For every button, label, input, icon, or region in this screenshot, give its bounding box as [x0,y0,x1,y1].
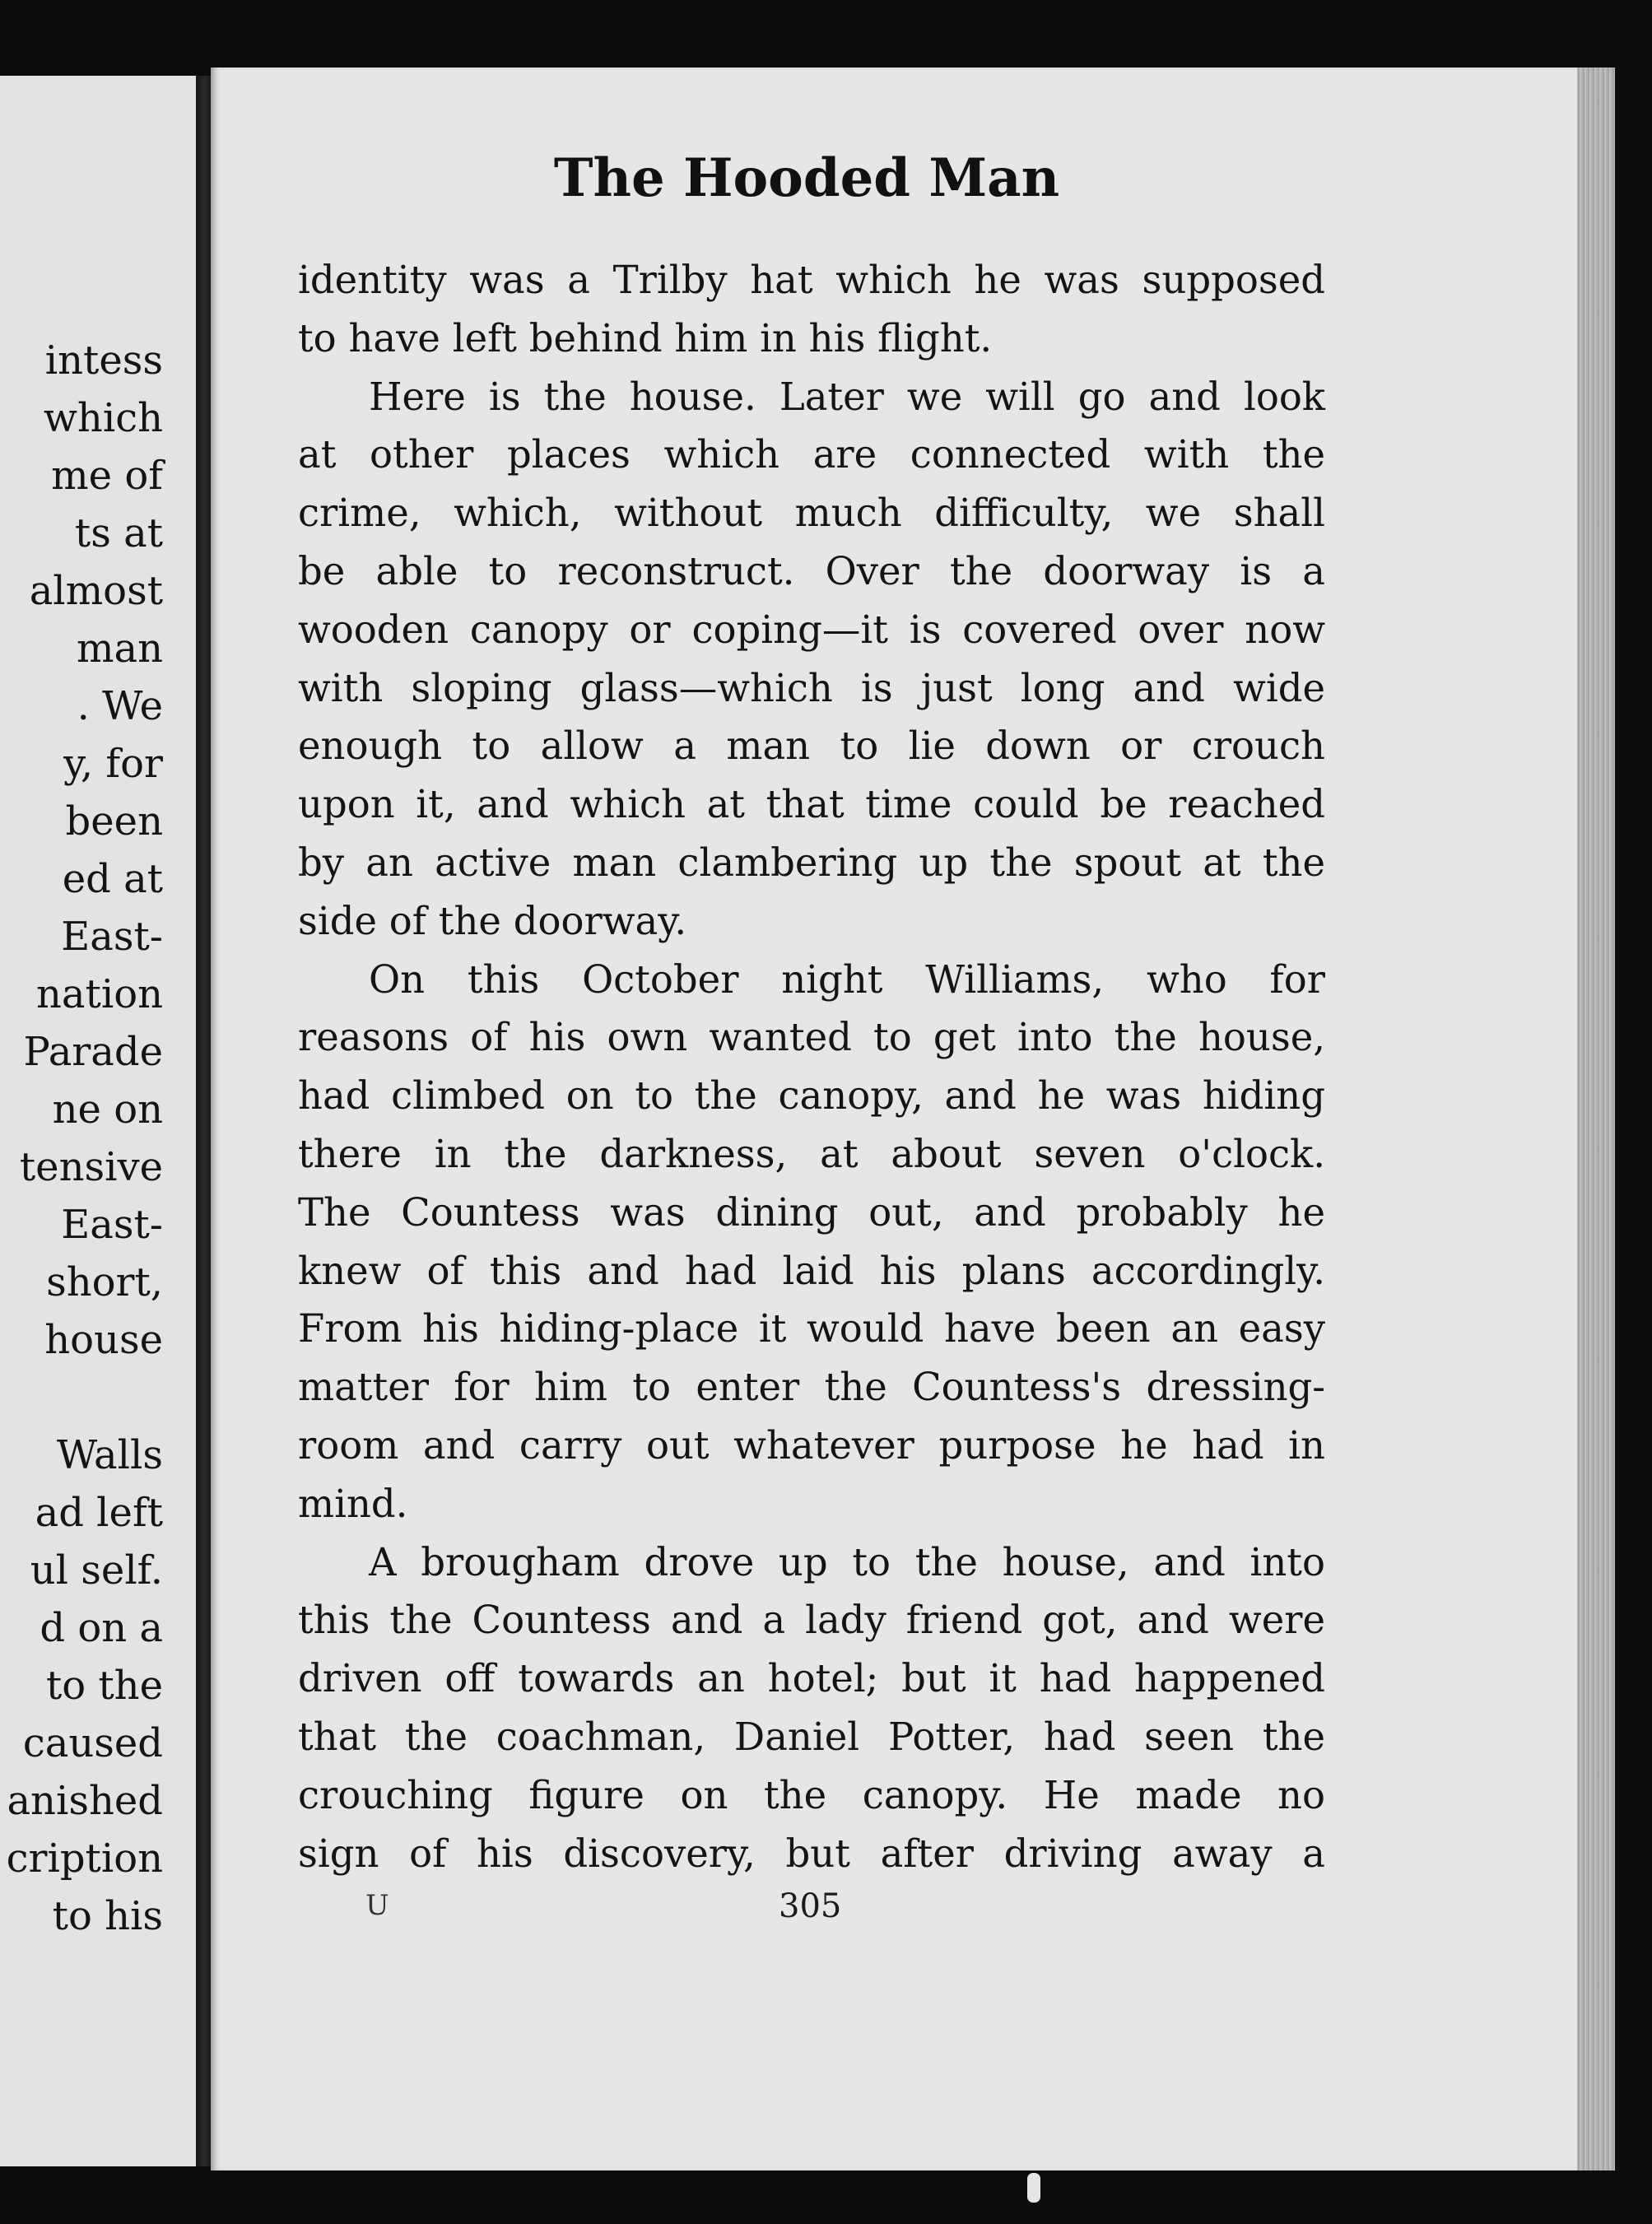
left-page-fragment: y, for [63,741,163,787]
text-line: A brougham drove up to the house, and into [369,1539,1325,1584]
text-line: crime, which, without much difficulty, we shall [298,491,1325,536]
text-line: mind. [298,1481,408,1526]
left-page-fragment: short, [46,1259,163,1305]
left-page-fragment: d on a [40,1605,163,1651]
left-page-fragment: ts at [74,510,163,556]
text-line: this the Countess and a lady friend got, and were [298,1598,1325,1643]
left-page-fragment: caused [22,1720,163,1766]
page-edges [1577,67,1615,2170]
text-line: room and carry out whatever purpose he had in [298,1422,1325,1468]
text-line: had climbed on to the canopy, and he was hiding [298,1073,1325,1119]
signature-mark: U [365,1889,389,1922]
text-line: matter for him to enter the Countess's dressing- [298,1365,1325,1410]
left-page-fragment: ed at [62,856,163,902]
text-line: identity was a Trilby hat which he was supposed [298,258,1325,302]
text-line: with sloping glass—which is just long and wide [298,665,1325,710]
left-page-fragment: Parade [23,1029,163,1075]
left-page-fragment: East- [61,1202,163,1248]
running-title: The Hooded Man [553,147,1060,209]
left-page-fragment: tensive [19,1144,163,1190]
text-line: reasons of his own wanted to get into the house, [298,1015,1325,1060]
left-page-fragment: nation [36,971,163,1017]
body-text [298,251,1325,1882]
left-page-fragment: anished [7,1778,163,1824]
left-page-fragment: intess [44,337,163,384]
text-line: that the coachman, Daniel Potter, had seen the [298,1714,1325,1759]
text-line: crouching figure on the canopy. He made no [298,1772,1325,1817]
book-gutter [196,76,211,2166]
page-number: 305 [779,1887,842,1925]
text-line: From his hiding-place it would have been an easy [298,1306,1325,1352]
left-page-fragment: man [76,626,163,672]
left-page-fragment: to his [52,1893,163,1939]
text-line: wooden canopy or coping—it is covered over now [298,607,1325,652]
left-page-fragment: East- [61,914,163,960]
text-line: sign of his discovery, but after driving away a [298,1831,1325,1876]
text-line: at other places which are connected with the [298,432,1325,477]
left-page-fragment: almost [29,568,163,614]
text-line: Here is the house. Later we will go and look [369,374,1325,419]
left-page-fragment: ad left [35,1490,163,1536]
scan-artifact [1027,2173,1040,2203]
text-line: to have left behind him in his flight. [298,315,993,361]
text-line: knew of this and had laid his plans accordingly. [298,1248,1325,1293]
text-line: driven off towards an hotel; but it had happened [298,1656,1325,1701]
text-line: upon it, and which at that time could be reached [298,782,1325,827]
left-page-fragment: been [65,798,163,844]
text-line: The Countess was dining out, and probably he [298,1189,1325,1235]
text-line: enough to allow a man to lie down or crouch [298,723,1325,769]
left-page-fragment: . We [77,683,163,729]
left-page-fragment: ul self. [30,1547,163,1594]
left-page-fragment: me of [51,453,163,499]
left-page [0,76,196,2166]
left-page-fragment: to the [45,1663,163,1709]
left-page-fragment: which [43,395,163,441]
text-line: there in the darkness, at about seven o'clock. [298,1131,1325,1176]
text-line: by an active man clambering up the spout at the [298,840,1325,885]
left-page-fragment: house [44,1317,163,1363]
left-page-fragment: ne on [52,1086,163,1133]
text-line: be able to reconstruct. Over the doorway is a [298,548,1325,593]
left-page-fragment: Walls [56,1432,163,1478]
text-line: side of the doorway. [298,898,687,943]
left-page-fragment: cription [6,1835,163,1882]
text-line: On this October night Williams, who for [369,956,1325,1002]
